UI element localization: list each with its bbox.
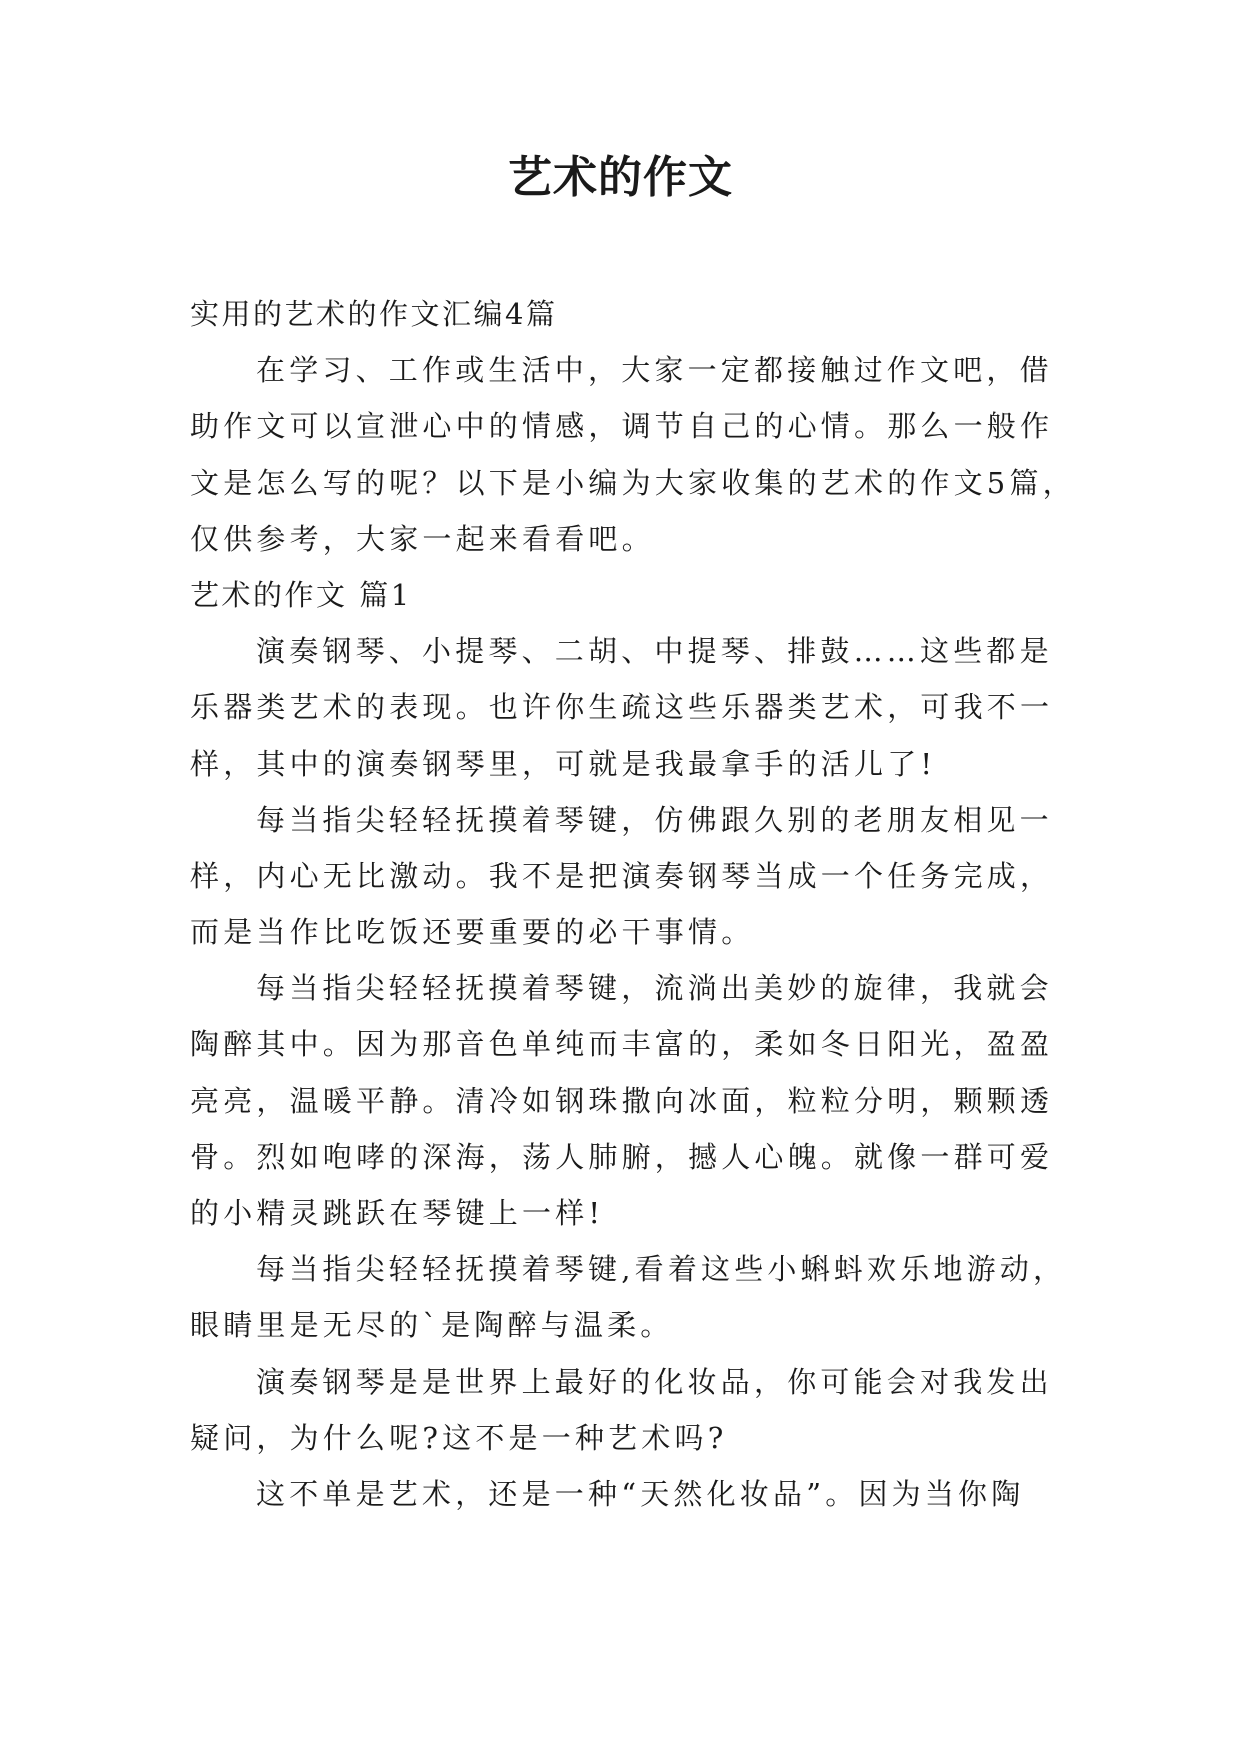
text-line: 眼睛里是无尽的`是陶醉与温柔。 — [190, 1308, 674, 1343]
text-line: 这不单是艺术，还是一种“天然化妆品”。因为当你陶 — [256, 1476, 1025, 1511]
section-heading: 实用的艺术的作文汇编4篇 — [190, 297, 558, 331]
text-line: 演奏钢琴是是世界上最好的化妆品，你可能会对我发出 — [256, 1364, 1053, 1399]
text-line: 的小精灵跳跃在琴键上一样! — [190, 1196, 605, 1230]
text-line: 骨。烈如咆哮的深海，荡人肺腑，撼人心魄。就像一群可爱 — [190, 1139, 1054, 1174]
document-title: 艺术的作文 — [508, 152, 733, 203]
text-line: 亮亮，温暖平静。清冷如钢珠撒向冰面，粒粒分明，颗颗透 — [190, 1083, 1054, 1118]
section-heading: 艺术的作文 篇1 — [190, 577, 412, 612]
text-line: 在学习、工作或生活中，大家一定都接触过作文吧，借 — [256, 353, 1053, 388]
text-line: 陶醉其中。因为那音色单纯而丰富的，柔如冬日阳光，盈盈 — [190, 1027, 1054, 1062]
text-line: 每当指尖轻轻抚摸着琴键,看着这些小蝌蚪欢乐地游动， — [256, 1252, 1067, 1287]
text-line: 助作文可以宣泄心中的情感，调节自己的心情。那么一般作 — [190, 409, 1054, 444]
text-line: 乐器类艺术的表现。也许你生疏这些乐器类艺术，可我不一 — [190, 690, 1054, 725]
text-line: 文是怎么写的呢？以下是小编为大家收集的艺术的作文5篇， — [190, 465, 1076, 500]
text-line: 每当指尖轻轻抚摸着琴键，流淌出美妙的旋律，我就会 — [256, 971, 1053, 1006]
text-line: 而是当作比吃饭还要重要的必干事情。 — [190, 915, 755, 950]
document-body — [190, 286, 1076, 1522]
text-line: 样，其中的演奏钢琴里，可就是我最拿手的活儿了! — [190, 746, 937, 781]
text-line: 样，内心无比激动。我不是把演奏钢琴当成一个任务完成， — [190, 858, 1054, 893]
text-line: 每当指尖轻轻抚摸着琴键，仿佛跟久别的老朋友相见一 — [256, 802, 1053, 837]
text-line: 疑问，为什么呢?这不是一种艺术吗? — [190, 1420, 728, 1455]
text-line: 仅供参考，大家一起来看看吧。 — [190, 521, 655, 556]
text-line: 演奏钢琴、小提琴、二胡、中提琴、排鼓……这些都是 — [256, 634, 1053, 669]
